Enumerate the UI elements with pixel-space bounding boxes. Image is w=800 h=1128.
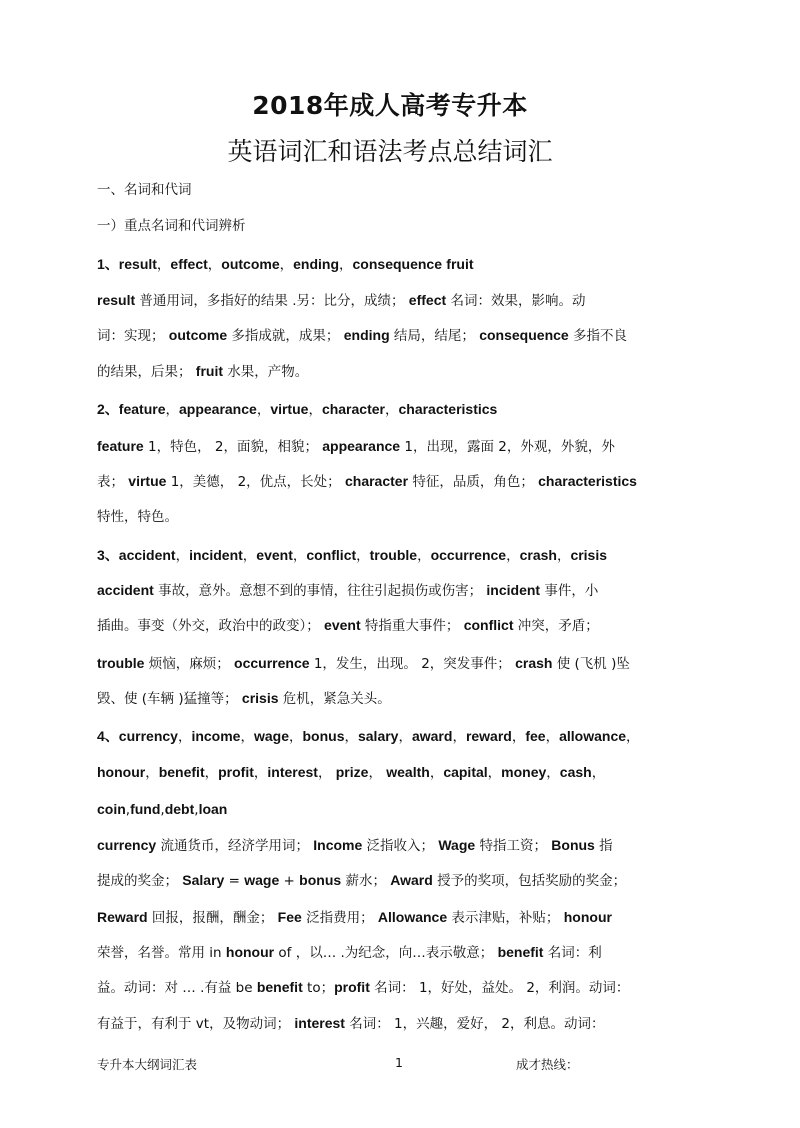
text-line: currency 流通货币，经济学用词； Income 泛指收入； Wage 特指工资； Bonus 指 [97, 837, 613, 854]
text-line: trouble 烦恼，麻烦； occurrence 1，发生，出现。 2，突发事件； crash 使 (飞机 )坠 [97, 655, 630, 672]
text-line: 毁、使 (车辆 )猛撞等； crisis 危机，紧急关头。 [97, 690, 391, 707]
text-line: 插曲。事变（外交，政治中的政变）； event 特指重大事件； conflict 冲突，矛盾； [97, 617, 599, 634]
subsection-heading: 一）重点名词和代词辨析 [97, 218, 246, 234]
footer-right: 成才热线： [516, 1057, 579, 1072]
text-line: 特性，特色。 [97, 509, 178, 525]
text-line: honour，benefit，profit，interest， prize， wealth，capital，money，cash， [97, 764, 606, 781]
text-line: Reward 回报，报酬，酬金； Fee 泛指费用； Allowance 表示津贴，补贴； honour [97, 909, 612, 926]
text-line: result 普通用词，多指好的结果 .另：比分，成绩； effect 名词：效果，影响。动 [97, 292, 586, 309]
text-line: 3、accident，incident，event，conflict，trouble，occurrence，crash，crisis [97, 547, 608, 564]
text-line: 有益于，有利于 vt，及物动词； interest 名词： 1，兴趣，爱好， 2，利息。动词： [97, 1015, 605, 1032]
text-line: coin,fund,debt,loan [97, 801, 228, 818]
document-subtitle: 英语词汇和语法考点总结词汇 [227, 137, 553, 166]
text-line: 2、feature，appearance，virtue，character，characteristics [97, 401, 498, 418]
page-number: 1 [395, 1055, 403, 1070]
text-line: accident 事故，意外。意想不到的事情，往往引起损伤或伤害； incident 事件，小 [97, 582, 599, 599]
text-line: 表； virtue 1，美德， 2，优点，长处； character 特征，品质，角色； characteristics [97, 473, 637, 490]
section-heading: 一、名词和代词 [97, 182, 192, 198]
text-line: 益。动词：对 … .有益 be benefit to；profit 名词： 1，好处，益处。 2，利润。动词： [97, 979, 630, 996]
text-line: 1、result，effect，outcome，ending，consequence fruit [97, 256, 474, 273]
text-line: 的结果，后果； fruit 水果，产物。 [97, 363, 309, 380]
text-line: feature 1，特色， 2，面貌，相貌； appearance 1，出现，露面 2，外观，外貌，外 [97, 438, 615, 455]
text-line: 词：实现； outcome 多指成就，成果； ending 结局，结尾； consequence 多指不良 [97, 327, 627, 344]
text-line: 4、currency，income，wage，bonus，salary，award，reward，fee，allowance， [97, 728, 640, 745]
document-title: 2018年成人高考专升本 [252, 91, 528, 120]
text-line: 提成的奖金； Salary = wage + bonus 薪水； Award 授予的奖项，包括奖励的奖金； [97, 872, 627, 889]
footer-left: 专升本大纲词汇表 [97, 1057, 198, 1072]
text-line: 荣誉，名誉。常用 in honour of ，以… .为纪念，向…表示敬意； benefit 名词：利 [97, 944, 602, 961]
